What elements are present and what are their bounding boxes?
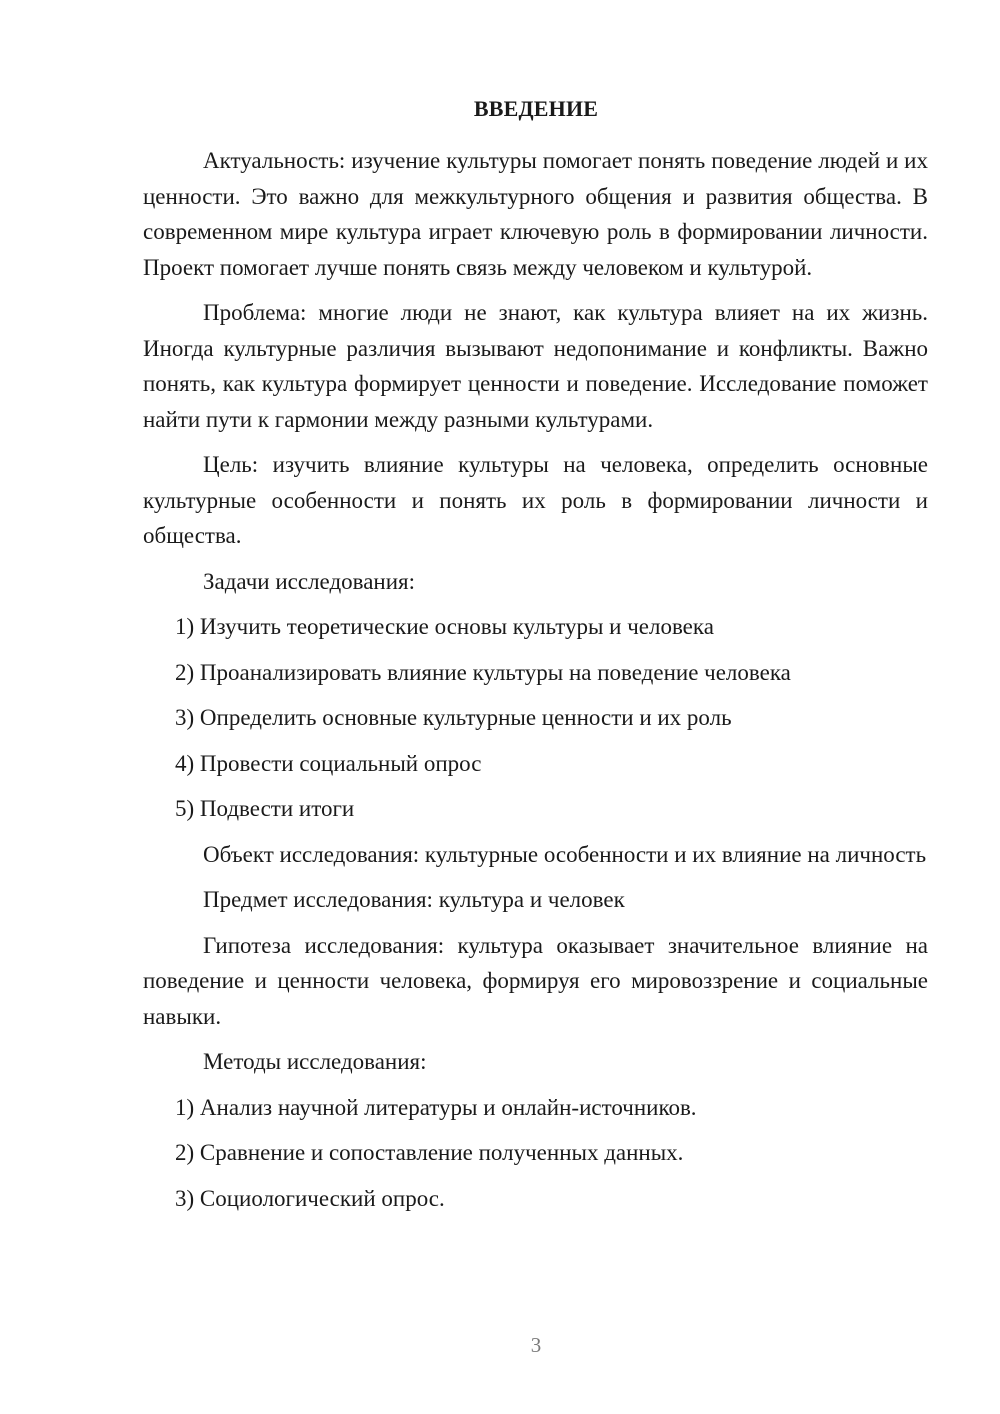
list-item: 3) Социологический опрос. [175, 1185, 445, 1211]
relevance-paragraph: Актуальность: изучение культуры помогает понять поведение людей и их ценности. Это важно для межкультурного общения и развития общества. В современном мире культура играет ключевую роль в формировании личности. Проект помогает лучше понять связь между человеком и культурой. [143, 148, 928, 280]
page-number: 3 [530, 1333, 542, 1357]
goal-paragraph: Цель: изучить влияние культуры на человека, определить основные культурные особенности и понять их роль в формировании личности и общества. [143, 452, 928, 548]
hypothesis-paragraph: Гипотеза исследования: культура оказывает значительное влияние на поведение и ценности человека, формируя его мировоззрение и социальные навыки. [143, 932, 928, 1029]
list-item: 2) Сравнение и сопоставление полученных данных. [175, 1140, 684, 1165]
problem-paragraph: Проблема: многие люди не знают, как культура влияет на их жизнь. Иногда культурные различия вызывают недопонимание и конфликты. Важно понять, как культура формирует ценности и поведение. Исследование поможет найти пути к гармонии между разными культурами. [143, 300, 928, 432]
list-item: 1) Изучить теоретические основы культуры и человека [175, 614, 714, 639]
subject-paragraph: Предмет исследования: культура и человек [203, 887, 625, 912]
tasks-heading: Задачи исследования: [203, 568, 416, 594]
list-item: 4) Провести социальный опрос [175, 750, 482, 776]
introduction-body [143, 143, 928, 1226]
tasks-list [143, 609, 928, 827]
methods-list [143, 1090, 928, 1217]
page-title: ВВЕДЕНИЕ [473, 96, 599, 121]
list-item: 1) Анализ научной литературы и онлайн-источников. [175, 1094, 697, 1120]
list-item: 3) Определить основные культурные ценности и их роль [175, 705, 732, 730]
methods-heading: Методы исследования: [203, 1049, 427, 1074]
object-paragraph: Объект исследования: культурные особенности и их влияние на личность [203, 841, 927, 867]
list-item: 2) Проанализировать влияние культуры на поведение человека [175, 659, 791, 685]
list-item: 5) Подвести итоги [175, 796, 355, 821]
